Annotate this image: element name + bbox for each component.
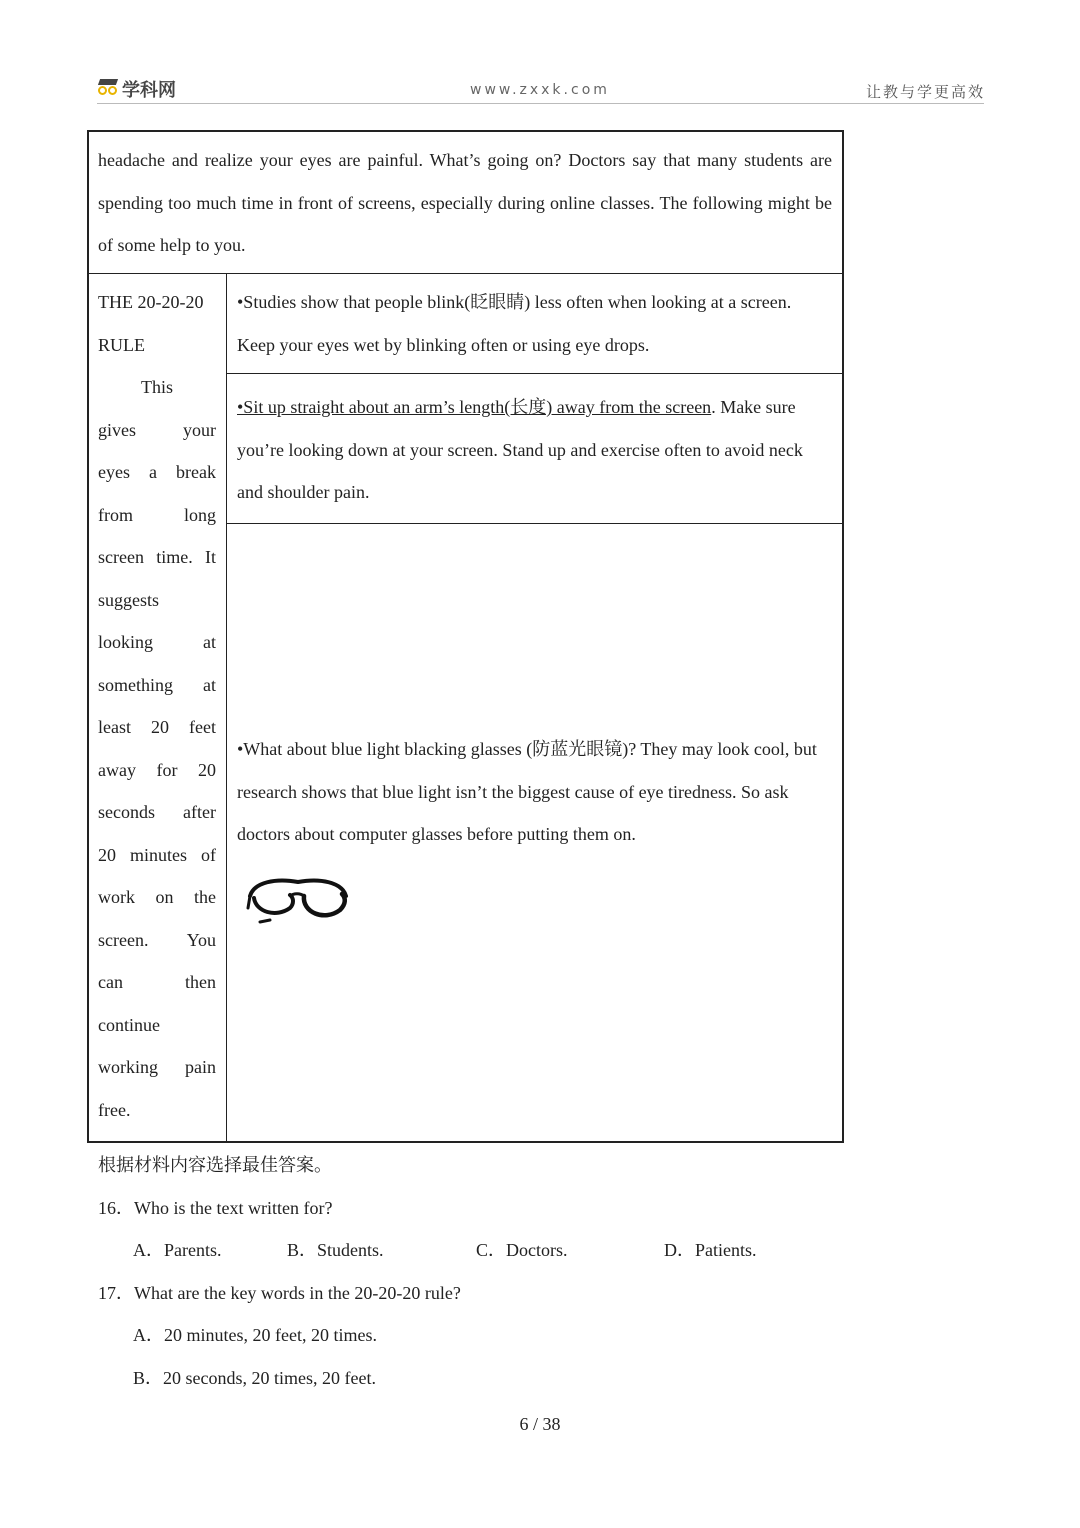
rule-line: suggests xyxy=(98,589,160,610)
site-logo[interactable] xyxy=(97,76,176,102)
page-number: 6 / 38 xyxy=(519,1414,561,1434)
question-17-stem: 17．What are the key words in the 20-20-20 rule? xyxy=(98,1283,461,1303)
rule-line: 20 minutes of xyxy=(98,844,216,865)
rule-line: can then xyxy=(98,972,216,992)
glasses-icon xyxy=(246,868,350,930)
question-17-option-a[interactable]: A．20 minutes, 20 feet, 20 times. xyxy=(133,1325,377,1345)
page-header xyxy=(0,0,1080,110)
rule-title-line-2: RULE xyxy=(98,334,145,355)
rule-line: least 20 feet xyxy=(98,717,216,737)
question-16-stem: 16．Who is the text written for? xyxy=(98,1198,333,1218)
rule-line: away for 20 xyxy=(98,759,216,780)
question-17-option-b[interactable]: B．20 seconds, 20 times, 20 feet. xyxy=(133,1368,376,1388)
tip-blue-light: •What about blue light blacking glasses (防蓝光眼镜)? They may look cool, but research shows that blue light isn’t the biggest cause of eye tiredness. So ask doctors about computer glasses before putting them on. xyxy=(237,739,817,844)
question-16-option-c[interactable]: C．Doctors. xyxy=(476,1240,568,1260)
rule-title-line-1: THE 20-20-20 xyxy=(98,292,204,312)
site-slogan: 让教与学更高效 xyxy=(866,83,986,101)
rule-line: continue xyxy=(98,1014,160,1035)
rule-line: gives your xyxy=(98,419,216,440)
rule-line: screen. You xyxy=(98,929,216,950)
instruction: 根据材料内容选择最佳答案。 xyxy=(98,1155,332,1175)
tip-posture xyxy=(237,386,833,514)
question-16-option-a[interactable]: A．Parents. xyxy=(133,1240,222,1260)
rule-line: screen time. It xyxy=(98,547,216,567)
rule-line: free. xyxy=(98,1099,131,1120)
rule-line: something at xyxy=(98,674,216,695)
site-url[interactable]: www.zxxk.com xyxy=(470,82,610,98)
rule-line: looking at xyxy=(98,632,216,652)
rule-line: working pain xyxy=(98,1057,216,1077)
passage-intro: headache and realize your eyes are painful. What’s going on? Doctors say that many students are spending too much time in front of screens, especially during online classes. The following might be of some help to you. xyxy=(98,150,832,255)
tip-posture-underlined: •Sit up straight about an arm’s length(长度) away from the screen xyxy=(237,397,712,417)
tip-posture-rest: . Make sure you’re looking down at your screen. Stand up and exercise often to avoid neck and shoulder pain. xyxy=(237,397,803,502)
rule-line: work on the xyxy=(98,887,216,907)
question-16-option-d[interactable]: D．Patients. xyxy=(664,1240,757,1260)
logo-icon xyxy=(97,79,119,99)
rule-line: from long xyxy=(98,504,216,525)
tip-blinking: •Studies show that people blink(眨眼睛) less often when looking at a screen. Keep your eyes wet by blinking often or using eye drops. xyxy=(237,292,792,355)
rule-line: seconds after xyxy=(98,802,216,822)
header-divider xyxy=(97,103,984,104)
question-16-option-b[interactable]: B．Students. xyxy=(287,1240,384,1260)
rule-line: eyes a break xyxy=(98,462,216,482)
rule-line: This xyxy=(140,377,173,397)
rule-column xyxy=(98,281,216,1131)
logo-text: 学科网 xyxy=(122,80,176,101)
